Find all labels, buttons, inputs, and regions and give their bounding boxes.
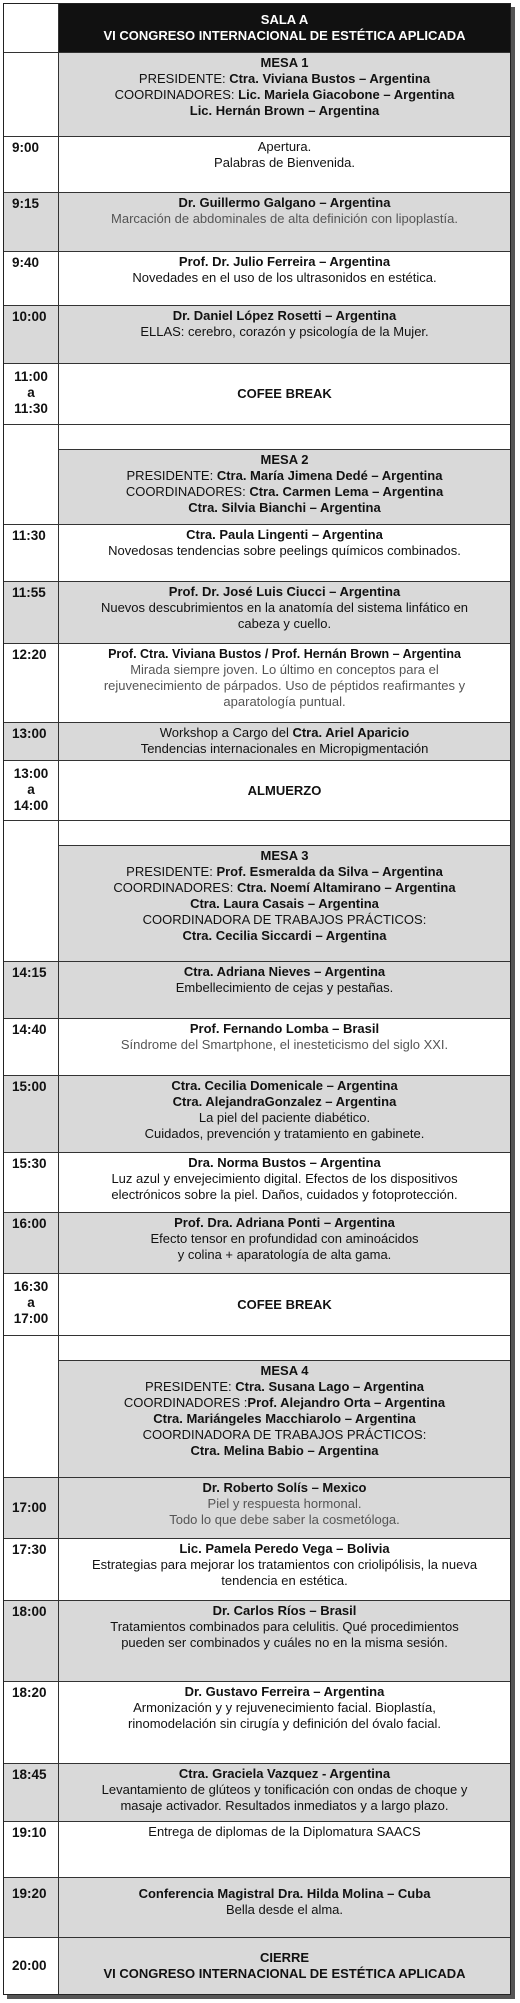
- mesa-4-coordinator-1: Prof. Alejandro Orta – Argentina: [247, 1395, 446, 1410]
- mesa-2-coordinator-1: Ctra. Carmen Lema – Argentina: [249, 484, 444, 499]
- mesa-3-row: [4, 845, 510, 962]
- break-separator: a: [27, 1295, 35, 1310]
- mesa-2-row: [4, 449, 510, 525]
- talk-topic-line-2: masaje activador. Resultados inmediatos y a largo plazo.: [120, 1798, 449, 1813]
- slot-time: 9:40: [4, 252, 59, 306]
- slot-time: 14:15: [4, 962, 59, 1019]
- slot-time: 12:20: [4, 644, 59, 723]
- coffee-break-1-row: [4, 364, 510, 425]
- workshop-topic: Tendencias internacionales en Micropigmentación: [140, 741, 429, 756]
- talk-topic-line-1: Armonización y y rejuvenecimiento facial. Bioplastía,: [133, 1700, 436, 1715]
- slot-1000: [4, 306, 510, 364]
- mesa-3-practical-label: COORDINADORA DE TRABAJOS PRÁCTICOS:: [142, 912, 427, 927]
- slot-time: 20:00: [4, 1938, 59, 1994]
- slot-time: 18:45: [4, 1764, 59, 1822]
- slot-time: 17:30: [4, 1539, 59, 1601]
- mesa-3-coordinator-2: Ctra. Laura Casais – Argentina: [190, 896, 379, 911]
- slot-1155: [4, 582, 510, 644]
- speaker-name: Prof. Dr. Julio Ferreira – Argentina: [178, 254, 391, 269]
- spacer-row: [4, 821, 510, 845]
- slot-content: [59, 1878, 510, 1938]
- mesa-1-title: MESA 1: [260, 55, 309, 70]
- mesa-3-coordinator-1: Ctra. Noemí Altamirano – Argentina: [236, 880, 456, 895]
- slot-content: [59, 1213, 510, 1274]
- slot-time: 19:20: [4, 1878, 59, 1938]
- mesa-1-coordinator-1: Lic. Mariela Giacobone – Argentina: [238, 87, 455, 102]
- slot-1600: [4, 1213, 510, 1274]
- speaker-name: Dr. Daniel López Rosetti – Argentina: [172, 308, 397, 323]
- slot-time: 10:00: [4, 306, 59, 364]
- mesa-1-time-cell: [4, 53, 59, 137]
- mesa-1-pres-label: PRESIDENTE:: [138, 71, 230, 86]
- talk-topic-line-2: rinomodelación sin cirugía y definición del óvalo facial.: [128, 1716, 441, 1731]
- slot-1920: [4, 1878, 510, 1938]
- talk-topic-line-2: tendencia en estética.: [221, 1573, 348, 1588]
- mesa-3-panel: [59, 845, 510, 962]
- speaker-name: Prof. Ctra. Viviana Bustos / Prof. Hernán Brown – Argentina: [108, 647, 461, 661]
- slot-0900: [4, 137, 510, 193]
- slot-time: 13:00: [4, 723, 59, 761]
- slot-time: 15:30: [4, 1153, 59, 1213]
- slot-time: 19:10: [4, 1822, 59, 1878]
- speaker-name: Dr. Gustavo Ferreira – Argentina: [184, 1684, 385, 1699]
- mesa-1-panel: [59, 53, 510, 137]
- slot-1700: [4, 1478, 510, 1539]
- talk-topic: Síndrome del Smartphone, el inesteticismo del siglo XXI.: [120, 1037, 449, 1052]
- talk-topic-line-2: pueden ser combinados y cuáles no en la misma sesión.: [121, 1635, 448, 1650]
- mesa-3-time-cell: [4, 845, 59, 962]
- coffee-break-2-row: [4, 1274, 510, 1336]
- mesa-2-pres-label: PRESIDENTE:: [126, 468, 217, 483]
- lunch-row: [4, 761, 510, 821]
- talk-topic-line-2: cabeza y cuello.: [237, 616, 332, 631]
- slot-content: [59, 1764, 510, 1822]
- speaker-name-2: Ctra. AlejandraGonzalez – Argentina: [172, 1094, 397, 1109]
- talk-topic-line-1: Luz azul y envejecimiento digital. Efectos de los dispositivos: [111, 1171, 458, 1186]
- break-time: [4, 364, 59, 425]
- speaker-name-1: Ctra. Cecilia Domenicale – Argentina: [171, 1078, 398, 1093]
- slot-content: [59, 962, 510, 1019]
- slot-content: [59, 1076, 510, 1153]
- mesa-1-coordinator-2: Lic. Hernán Brown – Argentina: [189, 103, 380, 118]
- mesa-4-practical-coordinator: Ctra. Melina Babio – Argentina: [190, 1443, 379, 1458]
- talk-topic-line-1: Nuevos descubrimientos en la anatomía del sistema linfático en: [100, 600, 469, 615]
- closing-panel: [59, 1938, 510, 1994]
- workshop-prefix: Workshop a Cargo del: [159, 725, 293, 740]
- spacer-cell: [4, 821, 59, 845]
- lunch-start: 13:00: [13, 766, 49, 781]
- slot-1530: [4, 1153, 510, 1213]
- talk-topic-line-1: Tratamientos combinados para celulitis. Qué procedimientos: [110, 1619, 459, 1634]
- lunch-text: ALMUERZO: [247, 782, 322, 798]
- slot-1730: [4, 1539, 510, 1601]
- speaker-name: Prof. Dr. José Luis Ciucci – Argentina: [168, 584, 401, 599]
- slot-time: 11:30: [4, 525, 59, 582]
- mesa-3-coord-label: COORDINADORES:: [113, 880, 237, 895]
- slot-1820: [4, 1682, 510, 1764]
- speaker-name: Dr. Roberto Solís – Mexico: [202, 1480, 367, 1495]
- talk-topic-line-2: rejuvenecimiento de párpados. Uso de péptidos reafirmantes y: [103, 678, 466, 693]
- closing-title: CIERRE: [259, 1950, 310, 1965]
- slot-content: [59, 306, 510, 364]
- slot-time: 9:00: [4, 137, 59, 193]
- slot-content: [59, 723, 510, 761]
- talk-topic-line-2: Cuidados, prevención y tratamiento en gabinete.: [144, 1126, 425, 1141]
- slot-1800: [4, 1601, 510, 1682]
- talk-topic: Marcación de abdominales de alta definición con lipoplastía.: [111, 211, 458, 226]
- slot-time: 16:00: [4, 1213, 59, 1274]
- break-time: [4, 1274, 59, 1336]
- slot-content: [59, 1153, 510, 1213]
- talk-topic-line-3: aparatología puntual.: [223, 694, 346, 709]
- spacer-cell: [4, 425, 59, 449]
- slot-content: [59, 193, 510, 252]
- diploma-text: Entrega de diplomas de la Diplomatura SAACS: [148, 1824, 421, 1839]
- mesa-4-practical-label: COORDINADORA DE TRABAJOS PRÁCTICOS:: [142, 1427, 427, 1442]
- slot-content: [59, 1539, 510, 1601]
- talk-topic-line-1: Efecto tensor en profundidad con aminoácidos: [150, 1231, 419, 1246]
- break-end: 17:00: [13, 1311, 49, 1326]
- slot-time: 17:00: [4, 1478, 59, 1539]
- talk-topic-line-2: y colina + aparatología de alta gama.: [177, 1247, 392, 1262]
- opening-text: Apertura.: [257, 139, 312, 154]
- coffee-break-label: [59, 364, 510, 425]
- speaker-name: Dra. Norma Bustos – Argentina: [188, 1155, 381, 1170]
- slot-content: [59, 1682, 510, 1764]
- mesa-1-president: Ctra. Viviana Bustos – Argentina: [229, 71, 431, 86]
- closing-congress: VI CONGRESO INTERNACIONAL DE ESTÉTICA APLICADA: [103, 1966, 466, 1981]
- mesa-3-president: Prof. Esmeralda da Silva – Argentina: [216, 864, 443, 879]
- break-start: 11:00: [14, 369, 48, 384]
- mesa-1-coord-label: COORDINADORES:: [114, 87, 239, 102]
- mesa-3-title: MESA 3: [260, 848, 309, 863]
- talk-topic-line-1: Estrategias para mejorar los tratamientos con criolipólisis, la nueva: [91, 1557, 478, 1572]
- spacer-row: [4, 1336, 510, 1360]
- talk-topic-line-1: Levantamiento de glúteos y tonificación con ondas de choque y: [101, 1782, 468, 1797]
- talk-topic: ELLAS: cerebro, corazón y psicología de la Mujer.: [140, 324, 429, 339]
- slot-time: 9:15: [4, 193, 59, 252]
- speaker-name: Prof. Dra. Adriana Ponti – Argentina: [174, 1215, 395, 1230]
- slot-content: [59, 525, 510, 582]
- speaker-name: Ctra. Paula Lingenti – Argentina: [186, 527, 383, 542]
- slot-content: [59, 1019, 510, 1076]
- talk-topic-line-2: electrónicos sobre la piel. Daños, cuidados y fotoprotección.: [111, 1187, 458, 1202]
- slot-0915: [4, 193, 510, 252]
- slot-1300-workshop: [4, 723, 510, 761]
- speaker-name: Conferencia Magistral Dra. Hilda Molina – Cuba: [138, 1886, 431, 1901]
- slot-2000: [4, 1938, 510, 1994]
- lunch-time: [4, 761, 59, 821]
- mesa-4-title: MESA 4: [260, 1363, 309, 1378]
- talk-topic-line-1: Piel y respuesta hormonal.: [207, 1496, 362, 1511]
- hall-header: [59, 4, 510, 53]
- mesa-4-pres-label: PRESIDENTE:: [144, 1379, 236, 1394]
- speaker-name: Dr. Guillermo Galgano – Argentina: [178, 195, 391, 210]
- slot-content: [59, 582, 510, 644]
- slot-0940: [4, 252, 510, 306]
- talk-topic: Bella desde el alma.: [225, 1902, 344, 1917]
- slot-time: 18:20: [4, 1682, 59, 1764]
- slot-1415: [4, 962, 510, 1019]
- hall-name: SALA A: [260, 12, 309, 27]
- mesa-2-title: MESA 2: [260, 452, 309, 467]
- slot-content: [59, 644, 510, 723]
- speaker-name: Lic. Pamela Peredo Vega – Bolivia: [179, 1541, 390, 1556]
- speaker-name: Ctra. Adriana Nieves – Argentina: [183, 964, 386, 979]
- mesa-3-practical-coordinator: Ctra. Cecilia Siccardi – Argentina: [182, 928, 387, 943]
- slot-1220: [4, 644, 510, 723]
- lunch-separator: a: [27, 782, 35, 797]
- slot-time: 18:00: [4, 1601, 59, 1682]
- talk-topic-line-1: La piel del paciente diabético.: [198, 1110, 371, 1125]
- coffee-break-label: [59, 1274, 510, 1336]
- talk-topic: Novedosas tendencias sobre peelings químicos combinados.: [108, 543, 461, 558]
- header-row: [4, 4, 510, 53]
- break-separator: a: [27, 385, 35, 400]
- slot-1130: [4, 525, 510, 582]
- speaker-name: Dr. Carlos Ríos – Brasil: [212, 1603, 357, 1618]
- lunch-end: 14:00: [13, 798, 49, 813]
- mesa-4-panel: [59, 1360, 510, 1478]
- slot-1845: [4, 1764, 510, 1822]
- talk-topic: Novedades en el uso de los ultrasonidos en estética.: [132, 270, 437, 285]
- spacer-cell: [4, 1336, 59, 1360]
- speaker-name: Prof. Fernando Lomba – Brasil: [189, 1021, 380, 1036]
- slot-time: 14:40: [4, 1019, 59, 1076]
- mesa-2-panel: [59, 449, 510, 525]
- mesa-4-coordinator-2: Ctra. Mariángeles Macchiarolo – Argentina: [153, 1411, 416, 1426]
- congress-title: VI CONGRESO INTERNACIONAL DE ESTÉTICA APLICADA: [103, 28, 466, 43]
- slot-1910: [4, 1822, 510, 1878]
- header-time-cell: [4, 4, 59, 53]
- mesa-4-row: [4, 1360, 510, 1478]
- mesa-2-coord-label: COORDINADORES:: [125, 484, 250, 499]
- mesa-1-row: [4, 53, 510, 137]
- speaker-name: Ctra. Graciela Vazquez - Argentina: [178, 1766, 391, 1781]
- slot-content: [59, 1822, 510, 1878]
- mesa-4-time-cell: [4, 1360, 59, 1478]
- slot-content: [59, 137, 510, 193]
- mesa-4-president: Ctra. Susana Lago – Argentina: [235, 1379, 425, 1394]
- slot-1500: [4, 1076, 510, 1153]
- slot-time: 11:55: [4, 582, 59, 644]
- slot-time: 15:00: [4, 1076, 59, 1153]
- welcome-text: Palabras de Bienvenida.: [214, 155, 355, 170]
- talk-topic-line-2: Todo lo que debe saber la cosmetóloga.: [169, 1512, 400, 1527]
- break-start: 16:30: [13, 1279, 49, 1294]
- mesa-3-pres-label: PRESIDENTE:: [126, 864, 217, 879]
- slot-1440: [4, 1019, 510, 1076]
- mesa-2-president: Ctra. María Jimena Dedé – Argentina: [216, 468, 443, 483]
- mesa-4-coord-label: COORDINADORES :: [123, 1395, 248, 1410]
- slot-content: [59, 252, 510, 306]
- break-end: 11:30: [14, 401, 48, 416]
- talk-topic: Embellecimiento de cejas y pestañas.: [175, 980, 394, 995]
- coffee-break-text: COFEE BREAK: [237, 1296, 332, 1312]
- mesa-2-time-cell: [4, 449, 59, 525]
- spacer-row: [4, 425, 510, 449]
- slot-content: [59, 1601, 510, 1682]
- coffee-break-text: COFEE BREAK: [237, 386, 332, 401]
- talk-topic-line-1: Mirada siempre joven. Lo último en conceptos para el: [130, 662, 439, 677]
- lunch-label: [59, 761, 510, 821]
- mesa-2-coordinator-2: Ctra. Silvia Bianchi – Argentina: [188, 500, 381, 515]
- agenda-frame: [3, 3, 511, 1995]
- slot-content: [59, 1478, 510, 1539]
- workshop-leader: Ctra. Ariel Aparicio: [292, 725, 410, 740]
